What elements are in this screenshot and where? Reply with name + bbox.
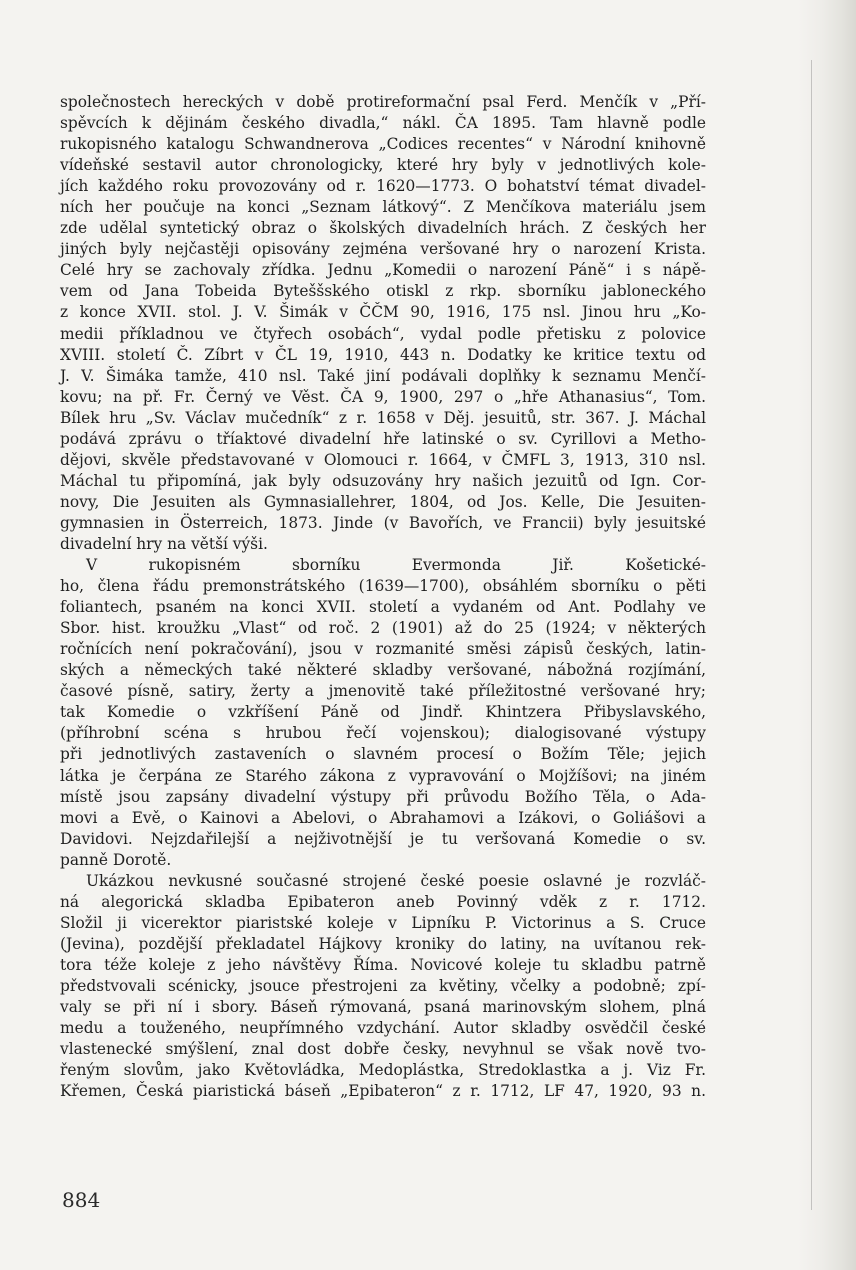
text-line: Celé hry se zachovaly zřídka. Jednu „Komedii o narození Páně“ i s nápě- (60, 261, 706, 280)
text-line: dějovi, skvěle představované v Olomouci r. 1664, v ČMFL 3, 1913, 310 nsl. (60, 450, 706, 469)
text-line: valy se při ní i sbory. Báseň rýmovaná, psaná marinovským slohem, plná (60, 998, 706, 1017)
text-line: panně Dorotě. (60, 850, 172, 869)
text-line: řeným slovům, jako Květovládka, Medoplástka, Stredoklastka a j. Viz Fr. (60, 1061, 706, 1080)
text-line: místě jsou zapsány divadelní výstupy při průvodu Božího Těla, o Ada- (60, 787, 706, 806)
text-line: látka je čerpána ze Starého zákona z vypravování o Mojžíšovi; na jiném (60, 766, 706, 785)
text-line: Máchal tu připomíná, jak byly odsuzovány hry našich jezuitů od Ign. Cor- (60, 471, 706, 490)
text-line: tak Komedie o vzkříšení Páně od Jindř. Khintzera Přibyslavského, (60, 703, 706, 722)
text-line: vlastenecké smýšlení, znal dost dobře česky, nevyhnul se však nově tvo- (60, 1040, 706, 1059)
text-line: podává zprávu o tříaktové divadelní hře latinské o sv. Cyrillovi a Metho- (60, 429, 706, 448)
text-line: Bílek hru „Sv. Václav mučedník“ z r. 1658 v Děj. jesuitů, str. 367. J. Máchal (60, 408, 706, 427)
text-line: divadelní hry na větší výši. (60, 534, 268, 553)
text-line: gymnasien in Österreich, 1873. Jinde (v Bavořích, ve Francii) byly jesuitské (60, 513, 706, 532)
text-line: spěvcích k dějinám českého divadla,“ nákl. ČA 1895. Tam hlavně podle (60, 114, 706, 133)
text-line: společnostech hereckých v době protireformační psal Ferd. Menčík v „Pří- (60, 93, 706, 111)
text-line: časové písně, satiry, žerty a jmenovitě také příležitostné veršované hry; (60, 682, 706, 701)
text-line: ních her poučuje na konci „Seznam látkový“. Z Menčíkova materiálu jsem (60, 198, 706, 217)
text-line: ských a německých také některé skladby veršované, nábožná rozjímání, (60, 661, 706, 680)
text-line: Davidovi. Nejzdařilejší a nejživotnější je tu veršovaná Komedie o sv. (60, 829, 706, 848)
text-line: jiných byly nejčastěji opisovány zejména veršované hry o narození Krista. (60, 240, 706, 259)
text-line: z konce XVII. stol. J. V. Šimák v ČČM 90, 1916, 175 nsl. Jinou hru „Ko- (60, 303, 706, 322)
text-line: (Jevina), pozdější překladatel Hájkovy kroniky do latiny, na uvítanou rek- (60, 934, 706, 953)
text-line: při jednotlivých zastaveních o slavném procesí o Božím Těle; jejich (60, 745, 706, 764)
text-line: Ukázkou nevkusné současné strojené české poesie oslavné je rozvláč- (86, 871, 706, 890)
text-line: tora téže koleje z jeho návštěvy Říma. Novicové koleje tu skladbu patrně (60, 955, 706, 974)
text-line: jích každého roku provozovány od r. 1620—1773. O bohatství témat divadel- (60, 177, 706, 196)
text-line: medii příkladnou ve čtyřech osobách“, vydal podle přetisku z polovice (60, 324, 706, 343)
text-line: XVIII. století Č. Zíbrt v ČL 19, 1910, 443 n. Dodatky ke kritice textu od (60, 345, 706, 364)
text-line: V rukopisném sborníku Evermonda Jiř. Košetické- (86, 556, 706, 575)
text-line: medu a touženého, neupřímného vzdychání. Autor skladby osvědčil české (60, 1019, 706, 1038)
text-line: movi a Evě, o Kainovi a Abelovi, o Abrahamovi a Izákovi, o Goliášovi a (60, 808, 706, 827)
text-line: Složil ji vicerektor piaristské koleje v Lipníku P. Victorinus a S. Cruce (60, 913, 706, 932)
text-line: zde udělal syntetický obraz o školských divadelních hrách. Z českých her (60, 219, 706, 238)
text-line: ná alegorická skladba Epibateron aneb Povinný vděk z r. 1712. (60, 892, 706, 911)
text-line: J. V. Šimáka tamže, 410 nsl. Také jiní podávali doplňky k seznamu Menčí- (60, 366, 706, 385)
text-line: foliantech, psaném na konci XVII. století a vydaném od Ant. Podlahy ve (60, 598, 706, 617)
text-line: ročnících není pokračování), jsou v rozmanité směsi zápisů českých, latin- (60, 640, 706, 659)
text-line: vem od Jana Tobeida Byteššského otiskl z rkp. sborníku jabloneckého (60, 282, 706, 301)
body-text (60, 92, 706, 1102)
text-line: Sbor. hist. kroužku „Vlast“ od roč. 2 (1901) až do 25 (1924; v některých (60, 619, 706, 638)
text-line: (příhrobní scéna s hrubou řečí vojenskou); dialogisované výstupy (60, 724, 706, 743)
text-line: kovu; na př. Fr. Černý ve Věst. ČA 9, 1900, 297 o „hře Athanasius“, Tom. (60, 387, 706, 406)
page-number: 884 (62, 1188, 101, 1212)
text-line: rukopisného katalogu Schwandnerova „Codices recentes“ v Národní knihovně (60, 135, 706, 154)
page-gutter (798, 0, 856, 1270)
text-line: Křemen, Česká piaristická báseň „Epibateron“ z r. 1712, LF 47, 1920, 93 n. (60, 1082, 706, 1101)
text-line: novy, Die Jesuiten als Gymnasiallehrer, 1804, od Jos. Kelle, Die Jesuiten- (60, 492, 706, 511)
binding-shadow (811, 60, 812, 1210)
text-line: ho, člena řádu premonstrátského (1639—1700), obsáhlém sborníku o pěti (60, 577, 706, 596)
text-line: předstvovali scénicky, jsouce přestrojeni za květiny, včelky a podobně; zpí- (60, 976, 706, 995)
text-line: vídeňské sestavil autor chronologicky, které hry byly v jednotlivých kole- (60, 156, 706, 175)
